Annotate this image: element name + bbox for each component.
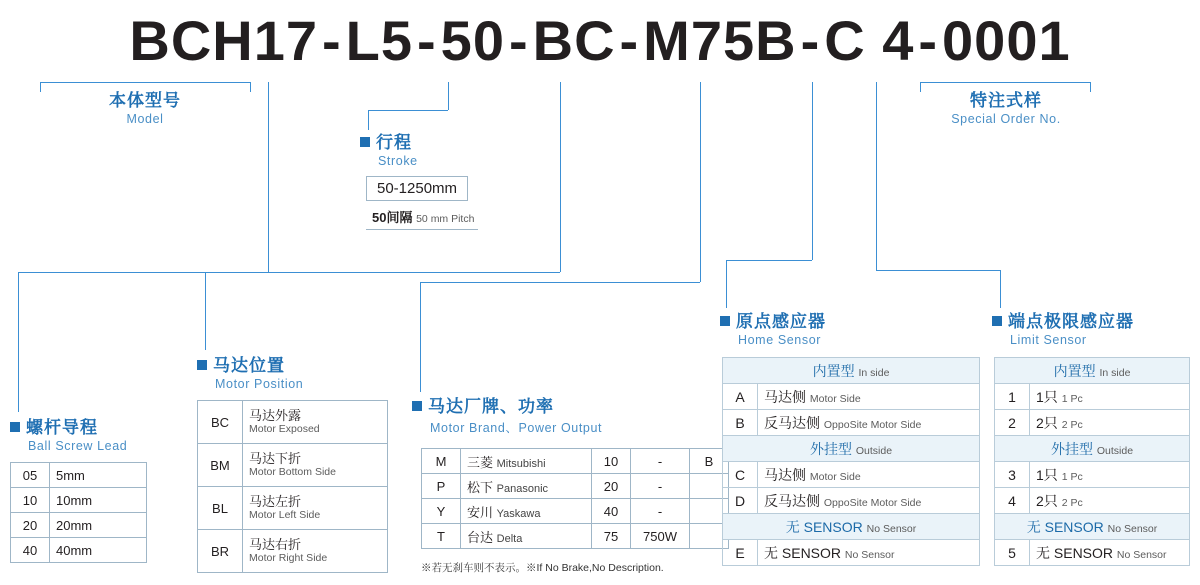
leader-lead-v2 (18, 272, 19, 412)
leader-hs-v2 (726, 260, 727, 308)
table-row (11, 463, 147, 488)
table-row (198, 530, 388, 573)
mb-power-code: 40 (592, 499, 631, 524)
table-header-row (723, 436, 980, 462)
mp-desc-en: Motor Right Side (249, 552, 328, 565)
heading-home-sensor-en: Home Sensor (738, 333, 822, 347)
hs-code: A (723, 384, 758, 410)
hs-code: B (723, 410, 758, 436)
ls-desc (1030, 410, 1190, 436)
hs-desc-cn: 无 SENSOR (764, 544, 842, 561)
leader-stroke-v2 (448, 82, 449, 110)
mp-code: BM (198, 444, 243, 487)
table-row (11, 488, 147, 513)
heading-limit-sensor-cn-text: 端点极限感应器 (1008, 312, 1134, 331)
hs-group-header-outside (723, 436, 980, 462)
hs-group-header-outside-en: Outside (855, 444, 893, 457)
mb-code: T (422, 524, 461, 549)
pn-sep-5: - (800, 9, 821, 72)
hs-desc-cn: 马达侧 (764, 466, 806, 483)
mp-desc-cn: 马达下折 (249, 450, 302, 466)
ls-desc-cn: 1只 (1036, 388, 1058, 405)
mb-power: - (631, 449, 690, 474)
mb-brand-en: Panasonic (496, 482, 549, 495)
ls-code: 1 (995, 384, 1030, 410)
mb-power: - (631, 474, 690, 499)
ls-desc (1030, 540, 1190, 566)
ls-desc-cn: 2只 (1036, 492, 1058, 509)
heading-stroke-cn (360, 128, 418, 153)
heading-special-order (920, 86, 1092, 126)
pn-sensors: C 4 (824, 9, 915, 72)
ls-desc-en: 1 Pc (1061, 470, 1083, 483)
ls-group-header-inside (995, 358, 1190, 384)
bullet-square-icon (360, 137, 370, 147)
ls-desc-cn: 1只 (1036, 466, 1058, 483)
mp-code: BR (198, 530, 243, 573)
pn-motor-position: BC (532, 9, 616, 72)
heading-ball-screw-lead-cn-text: 螺杆导程 (26, 418, 98, 437)
mp-desc-en: Motor Bottom Side (249, 466, 336, 479)
pn-lead: L5 (345, 9, 414, 72)
ls-code: 2 (995, 410, 1030, 436)
bullet-square-icon (412, 401, 422, 411)
hs-desc-en: OppoSite Motor Side (823, 418, 922, 431)
heading-ball-screw-lead (10, 413, 127, 453)
mb-brake: B (690, 449, 729, 474)
lead-code: 10 (11, 488, 50, 513)
ls-code: 4 (995, 488, 1030, 514)
hs-desc-en: Motor Side (809, 392, 861, 405)
mp-desc-en: Motor Left Side (249, 509, 321, 522)
ls-desc-en: No Sensor (1116, 548, 1167, 561)
leader-mp-v1 (560, 82, 561, 272)
mb-brand-en: Yaskawa (496, 507, 541, 520)
mp-desc (243, 530, 388, 573)
ls-desc (1030, 384, 1190, 410)
hs-group-header-outside-cn: 外挂型 (809, 440, 852, 457)
motor-brand-table (421, 448, 729, 549)
table-row (723, 462, 980, 488)
ls-desc-cn: 2只 (1036, 414, 1058, 431)
motor-brand-note: ※若无刹车则不表示。※If No Brake,No Description. (421, 562, 664, 574)
heading-motor-position-cn (197, 351, 303, 376)
hs-desc-cn: 反马达侧 (764, 414, 820, 431)
table-row (723, 488, 980, 514)
table-row (198, 487, 388, 530)
table-header-row (995, 358, 1190, 384)
table-row (995, 410, 1190, 436)
leader-stroke-h (368, 110, 448, 111)
ball-screw-lead-table (10, 462, 147, 563)
heading-model (60, 86, 230, 126)
ls-group-header-nosensor-en: No Sensor (1107, 522, 1158, 535)
heading-motor-position (197, 351, 303, 391)
leader-stroke-v1 (368, 110, 369, 130)
home-sensor-table (722, 357, 980, 566)
mp-desc-cn: 马达外露 (249, 407, 302, 423)
heading-limit-sensor (992, 307, 1134, 347)
hs-group-header-nosensor-cn: 无 SENSOR (785, 518, 863, 535)
stroke-range-box (366, 176, 468, 201)
lead-value: 40mm (50, 538, 147, 563)
hs-desc-cn: 马达侧 (764, 388, 806, 405)
leader-mb-v2 (420, 282, 421, 392)
ls-code: 3 (995, 462, 1030, 488)
lead-code: 40 (11, 538, 50, 563)
hs-desc (758, 462, 980, 488)
lead-code: 05 (11, 463, 50, 488)
ls-desc (1030, 488, 1190, 514)
ls-desc-cn: 无 SENSOR (1036, 544, 1114, 561)
table-row (723, 384, 980, 410)
table-header-row (723, 358, 980, 384)
ls-desc (1030, 462, 1190, 488)
pn-sep-3: - (508, 9, 529, 72)
heading-motor-position-en: Motor Position (215, 377, 304, 391)
pn-special-order: 0001 (942, 9, 1071, 72)
pn-sep-4: - (619, 9, 640, 72)
table-row (995, 384, 1190, 410)
ls-group-header-inside-cn: 内置型 (1053, 362, 1096, 379)
ls-desc-en: 2 Pc (1061, 418, 1083, 431)
mb-power-code: 75 (592, 524, 631, 549)
table-row (995, 540, 1190, 566)
mb-brand-cn: 台达 (467, 529, 494, 545)
heading-special-order-cn: 特注式样 (970, 91, 1042, 110)
hs-code: E (723, 540, 758, 566)
table-row (995, 462, 1190, 488)
leader-lead-v1 (268, 82, 269, 272)
limit-sensor-table (994, 357, 1190, 566)
mb-code: M (422, 449, 461, 474)
stroke-range: 50-1250mm (377, 180, 458, 197)
table-row (198, 444, 388, 487)
bullet-square-icon (10, 422, 20, 432)
mb-brand-cn: 安川 (467, 504, 494, 520)
table-row (422, 474, 729, 499)
leader-mp-h (205, 272, 560, 273)
heading-motor-brand-cn-text: 马达厂牌、功率 (428, 397, 554, 416)
mp-desc (243, 487, 388, 530)
heading-limit-sensor-en: Limit Sensor (1010, 333, 1087, 347)
heading-special-order-en: Special Order No. (951, 112, 1061, 126)
mb-brand-en: Delta (496, 532, 523, 545)
ls-group-header-nosensor (995, 514, 1190, 540)
heading-model-en: Model (126, 112, 164, 126)
pn-sep-1: - (322, 9, 342, 72)
motor-position-table (197, 400, 388, 573)
mb-brand (461, 449, 592, 474)
hs-group-header-inside (723, 358, 980, 384)
leader-ls-v2 (1000, 270, 1001, 308)
heading-stroke-en: Stroke (378, 154, 418, 168)
hs-desc (758, 384, 980, 410)
ls-group-header-outside-cn: 外挂型 (1050, 440, 1093, 457)
table-row (11, 513, 147, 538)
bullet-square-icon (992, 316, 1002, 326)
hs-group-header-nosensor (723, 514, 980, 540)
heading-model-cn: 本体型号 (109, 91, 181, 110)
mb-power-code: 10 (592, 449, 631, 474)
table-row (723, 410, 980, 436)
hs-desc-en: No Sensor (844, 548, 895, 561)
mp-code: BL (198, 487, 243, 530)
ls-group-header-inside-en: In side (1099, 366, 1131, 379)
mp-desc (243, 401, 388, 444)
hs-group-header-inside-en: In side (858, 366, 890, 379)
pn-sep-2: - (417, 9, 437, 72)
ls-code: 5 (995, 540, 1030, 566)
stroke-pitch-box (366, 205, 478, 230)
leader-special-underline (920, 82, 1090, 83)
mb-brand-cn: 三菱 (467, 454, 494, 470)
table-row (422, 524, 729, 549)
stroke-pitch-cn: 50间隔 (372, 210, 413, 225)
pn-model: BCH17 (129, 9, 318, 72)
heading-stroke-cn-text: 行程 (376, 133, 412, 152)
heading-home-sensor-cn-text: 原点感应器 (736, 312, 826, 331)
heading-motor-brand-cn (412, 392, 602, 417)
part-number (0, 8, 1200, 73)
mb-power: - (631, 499, 690, 524)
table-row (198, 401, 388, 444)
heading-home-sensor (720, 307, 826, 347)
leader-ls-h (876, 270, 1000, 271)
table-row (995, 488, 1190, 514)
mb-brand-cn: 松下 (467, 479, 494, 495)
lead-code: 20 (11, 513, 50, 538)
hs-code: C (723, 462, 758, 488)
mb-code: Y (422, 499, 461, 524)
leader-hs-v1 (812, 82, 813, 260)
table-header-row (995, 436, 1190, 462)
ls-desc-en: 2 Pc (1061, 496, 1083, 509)
leader-hs-h (726, 260, 812, 261)
leader-model-tick-left (40, 82, 41, 92)
ls-group-header-nosensor-cn: 无 SENSOR (1026, 518, 1104, 535)
leader-ls-v1 (876, 82, 877, 270)
heading-stroke (360, 128, 418, 168)
hs-group-header-inside-cn: 内置型 (812, 362, 855, 379)
table-row (422, 449, 729, 474)
hs-desc-en: Motor Side (809, 470, 861, 483)
heading-ball-screw-lead-en: Ball Screw Lead (28, 439, 128, 453)
heading-motor-brand (412, 392, 602, 436)
hs-code: D (723, 488, 758, 514)
leader-mb-v1 (700, 82, 701, 282)
lead-value: 10mm (50, 488, 147, 513)
hs-group-header-nosensor-en: No Sensor (866, 522, 917, 535)
bullet-square-icon (720, 316, 730, 326)
pn-sep-6: - (918, 9, 939, 72)
table-header-row (723, 514, 980, 540)
heading-limit-sensor-cn (992, 307, 1134, 332)
leader-mp-v2 (205, 272, 206, 350)
table-row (422, 499, 729, 524)
hs-desc (758, 410, 980, 436)
table-header-row (995, 514, 1190, 540)
mb-power: 750W (631, 524, 690, 549)
mb-power-code: 20 (592, 474, 631, 499)
table-row (723, 540, 980, 566)
mp-desc-cn: 马达右折 (249, 536, 302, 552)
mb-code: P (422, 474, 461, 499)
mp-desc-cn: 马达左折 (249, 493, 302, 509)
heading-motor-position-cn-text: 马达位置 (213, 356, 285, 375)
mb-brand (461, 474, 592, 499)
mb-brand (461, 524, 592, 549)
mp-desc-en: Motor Exposed (249, 423, 320, 436)
leader-model-tick-right (250, 82, 251, 92)
mb-brand-en: Mitsubishi (496, 457, 546, 470)
leader-model-underline (40, 82, 250, 83)
hs-desc (758, 488, 980, 514)
lead-value: 20mm (50, 513, 147, 538)
ls-group-header-outside-en: Outside (1096, 444, 1134, 457)
pn-motor-brand: M75B (643, 9, 797, 72)
table-row (11, 538, 147, 563)
ls-group-header-outside (995, 436, 1190, 462)
hs-desc-cn: 反马达侧 (764, 492, 820, 509)
mp-code: BC (198, 401, 243, 444)
stroke-pitch-en: 50 mm Pitch (416, 213, 475, 225)
hs-desc-en: OppoSite Motor Side (823, 496, 922, 509)
leader-mb-h (420, 282, 700, 283)
pn-stroke: 50 (440, 9, 505, 72)
mp-desc (243, 444, 388, 487)
heading-home-sensor-cn (720, 307, 826, 332)
ls-desc-en: 1 Pc (1061, 392, 1083, 405)
lead-value: 5mm (50, 463, 147, 488)
mb-brand (461, 499, 592, 524)
heading-motor-brand-en: Motor Brand、Power Output (430, 421, 603, 435)
bullet-square-icon (197, 360, 207, 370)
heading-ball-screw-lead-cn (10, 413, 127, 438)
hs-desc (758, 540, 980, 566)
